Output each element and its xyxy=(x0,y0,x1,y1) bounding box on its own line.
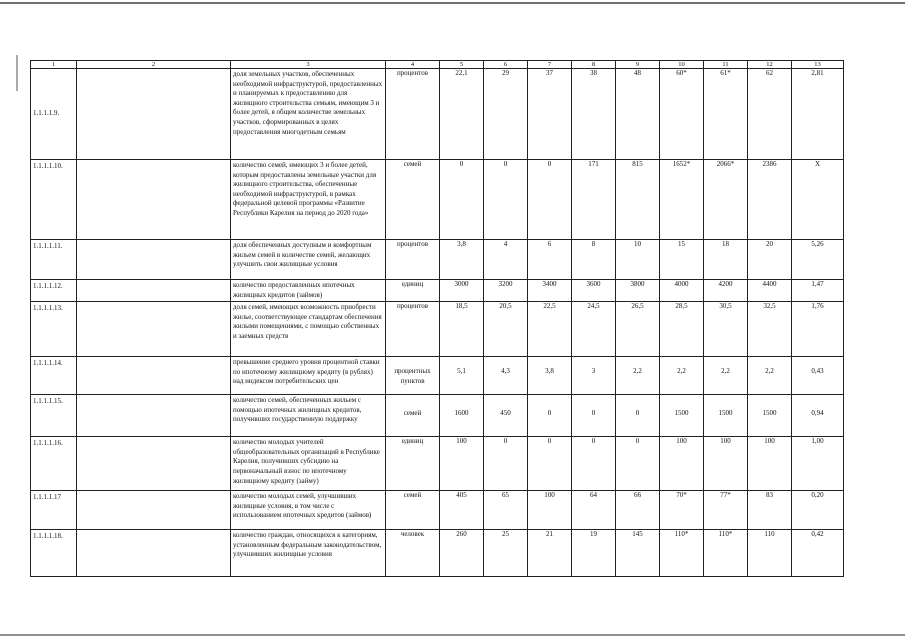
value-cell: 77* xyxy=(704,491,748,530)
value-cell: 2066* xyxy=(704,160,748,240)
value-cell: 21 xyxy=(528,530,572,577)
value-cell: 100 xyxy=(704,437,748,491)
row-code: 1.1.1.1.14. xyxy=(31,357,77,395)
row-code: 1.1.1.1.10. xyxy=(31,160,77,240)
table-row xyxy=(31,69,844,160)
unit-cell: семей xyxy=(386,491,440,530)
value-cell: 0 xyxy=(484,437,528,491)
column-number: 7 xyxy=(528,61,572,69)
indicator-text: доля обеспеченных доступным и комфортным жильем семей в количестве семей, желающих улучшить свои жилищные условия xyxy=(231,240,386,280)
empty-cell xyxy=(77,357,231,395)
column-number: 5 xyxy=(440,61,484,69)
column-number: 2 xyxy=(77,61,231,69)
value-cell: 0 xyxy=(616,437,660,491)
unit-cell: процентных пунктов xyxy=(386,357,440,395)
value-cell: 18 xyxy=(704,240,748,280)
value-cell: 66 xyxy=(616,491,660,530)
unit-cell: семей xyxy=(386,160,440,240)
value-cell: 20 xyxy=(748,240,792,280)
table-row xyxy=(31,357,844,395)
value-cell: 110 xyxy=(748,530,792,577)
value-cell: 29 xyxy=(484,69,528,160)
indicator-text: количество граждан, относящихся к категориям, установленным федеральным законодательством, улучшивших жилищные условия xyxy=(231,530,386,577)
value-cell: 38 xyxy=(572,69,616,160)
table-row xyxy=(31,240,844,280)
table-row xyxy=(31,160,844,240)
value-cell: 2386 xyxy=(748,160,792,240)
empty-cell xyxy=(77,302,231,357)
value-cell: 2,2 xyxy=(704,357,748,395)
column-number: 6 xyxy=(484,61,528,69)
value-cell: 4 xyxy=(484,240,528,280)
indicator-text: количество молодых семей, улучшивших жилищные условия, в том числе с использованием ипотечных кредитов (займов) xyxy=(231,491,386,530)
value-cell: 61* xyxy=(704,69,748,160)
value-cell: 0 xyxy=(440,160,484,240)
empty-cell xyxy=(77,69,231,160)
value-cell: 3600 xyxy=(572,280,616,302)
column-number: 4 xyxy=(386,61,440,69)
value-cell: 0,43 xyxy=(792,357,844,395)
value-cell: 83 xyxy=(748,491,792,530)
column-number: 9 xyxy=(616,61,660,69)
unit-cell: семей xyxy=(386,395,440,437)
row-code: 1.1.1.1.15. xyxy=(31,395,77,437)
value-cell: 4000 xyxy=(660,280,704,302)
value-cell: 3800 xyxy=(616,280,660,302)
column-number-row xyxy=(31,61,844,69)
column-number: 12 xyxy=(748,61,792,69)
unit-cell: человек xyxy=(386,530,440,577)
value-cell: 110* xyxy=(660,530,704,577)
value-cell: 0,42 xyxy=(792,530,844,577)
column-number: 13 xyxy=(792,61,844,69)
value-cell: 0 xyxy=(484,160,528,240)
empty-cell xyxy=(77,437,231,491)
unit-cell: единиц xyxy=(386,280,440,302)
value-cell: 171 xyxy=(572,160,616,240)
value-cell: 70* xyxy=(660,491,704,530)
value-cell: 10 xyxy=(616,240,660,280)
value-cell: 5,26 xyxy=(792,240,844,280)
value-cell: 1,47 xyxy=(792,280,844,302)
table-row xyxy=(31,280,844,302)
indicator-text: превышение среднего уровня процентной ставки по ипотечному жилищному кредиту (в рублях) над индексом потребительских цен xyxy=(231,357,386,395)
value-cell: 260 xyxy=(440,530,484,577)
value-cell: 4200 xyxy=(704,280,748,302)
value-cell: 0,20 xyxy=(792,491,844,530)
value-cell: 0 xyxy=(616,395,660,437)
empty-cell xyxy=(77,240,231,280)
value-cell: 30,5 xyxy=(704,302,748,357)
value-cell: 2,81 xyxy=(792,69,844,160)
indicators-table xyxy=(30,60,844,577)
empty-cell xyxy=(77,395,231,437)
value-cell: 0 xyxy=(528,437,572,491)
unit-cell: единиц xyxy=(386,437,440,491)
empty-cell xyxy=(77,491,231,530)
row-code: 1.1.1.1.17 xyxy=(31,491,77,530)
value-cell: 145 xyxy=(616,530,660,577)
value-cell: 1600 xyxy=(440,395,484,437)
row-code: 1.1.1.1.12. xyxy=(31,280,77,302)
indicator-text: доля земельных участков, обеспеченных необходимой инфраструктурой, предоставленных и планируемых к предоставлению для жилищного строительства семьям, имеющим 3 и более детей, в общем количестве земельных участков, сформированных в целях предоставления многодетным семьям xyxy=(231,69,386,160)
value-cell: 0 xyxy=(528,160,572,240)
indicator-text: доля семей, имеющих возможность приобрести жилье, соответствующее стандартам обеспечения жилыми помещениями, с помощью собственных и заемных средств xyxy=(231,302,386,357)
row-code: 1.1.1.1.9. xyxy=(31,69,77,160)
row-code: 1.1.1.1.16. xyxy=(31,437,77,491)
unit-cell: процентов xyxy=(386,240,440,280)
value-cell: 0 xyxy=(572,437,616,491)
value-cell: 19 xyxy=(572,530,616,577)
value-cell: 0 xyxy=(572,395,616,437)
value-cell: 26,5 xyxy=(616,302,660,357)
value-cell: 65 xyxy=(484,491,528,530)
table-row xyxy=(31,395,844,437)
unit-cell: процентов xyxy=(386,302,440,357)
value-cell: 62 xyxy=(748,69,792,160)
empty-cell xyxy=(77,530,231,577)
value-cell: 1500 xyxy=(748,395,792,437)
value-cell: 3000 xyxy=(440,280,484,302)
indicator-text: количество семей, обеспеченных жильем с помощью ипотечных жилищных кредитов, получивших государственную поддержку xyxy=(231,395,386,437)
value-cell: 4,3 xyxy=(484,357,528,395)
page-edge-bottom xyxy=(0,634,905,636)
value-cell: 15 xyxy=(660,240,704,280)
row-code: 1.1.1.1.11. xyxy=(31,240,77,280)
value-cell: 0 xyxy=(528,395,572,437)
value-cell: 6 xyxy=(528,240,572,280)
value-cell: 0,94 xyxy=(792,395,844,437)
value-cell: 1652* xyxy=(660,160,704,240)
scan-mark xyxy=(16,55,18,91)
column-number: 10 xyxy=(660,61,704,69)
value-cell: 22,1 xyxy=(440,69,484,160)
empty-cell xyxy=(77,160,231,240)
value-cell: 2,2 xyxy=(660,357,704,395)
table-row xyxy=(31,302,844,357)
value-cell: 3 xyxy=(572,357,616,395)
value-cell: 100 xyxy=(660,437,704,491)
value-cell: 20,5 xyxy=(484,302,528,357)
column-number: 11 xyxy=(704,61,748,69)
column-number: 8 xyxy=(572,61,616,69)
value-cell: 8 xyxy=(572,240,616,280)
value-cell: X xyxy=(792,160,844,240)
value-cell: 25 xyxy=(484,530,528,577)
page-edge-top xyxy=(0,2,905,4)
indicator-text: количество предоставленных ипотечных жилищных кредитов (займов) xyxy=(231,280,386,302)
value-cell: 22,5 xyxy=(528,302,572,357)
value-cell: 405 xyxy=(440,491,484,530)
value-cell: 18,5 xyxy=(440,302,484,357)
value-cell: 3,8 xyxy=(528,357,572,395)
column-number: 3 xyxy=(231,61,386,69)
value-cell: 48 xyxy=(616,69,660,160)
table-row xyxy=(31,491,844,530)
value-cell: 5,1 xyxy=(440,357,484,395)
value-cell: 4400 xyxy=(748,280,792,302)
value-cell: 815 xyxy=(616,160,660,240)
value-cell: 100 xyxy=(748,437,792,491)
value-cell: 1500 xyxy=(660,395,704,437)
value-cell: 64 xyxy=(572,491,616,530)
value-cell: 110* xyxy=(704,530,748,577)
value-cell: 100 xyxy=(440,437,484,491)
value-cell: 1500 xyxy=(704,395,748,437)
value-cell: 3400 xyxy=(528,280,572,302)
column-number: 1 xyxy=(31,61,77,69)
table-row xyxy=(31,530,844,577)
row-code: 1.1.1.1.18. xyxy=(31,530,77,577)
indicator-text: количество молодых учителей общеобразовательных организаций в Республике Карелия, получивших субсидию на первоначальный взнос по ипотечному жилищному кредиту (займу) xyxy=(231,437,386,491)
value-cell: 100 xyxy=(528,491,572,530)
value-cell: 1,76 xyxy=(792,302,844,357)
value-cell: 450 xyxy=(484,395,528,437)
value-cell: 24,5 xyxy=(572,302,616,357)
value-cell: 2,2 xyxy=(616,357,660,395)
value-cell: 37 xyxy=(528,69,572,160)
value-cell: 28,5 xyxy=(660,302,704,357)
value-cell: 1,00 xyxy=(792,437,844,491)
value-cell: 3,8 xyxy=(440,240,484,280)
row-code: 1.1.1.1.13. xyxy=(31,302,77,357)
value-cell: 60* xyxy=(660,69,704,160)
value-cell: 32,5 xyxy=(748,302,792,357)
indicator-text: количество семей, имеющих 3 и более детей, которым предоставлены земельные участки для жилищного строительства, обеспеченные необходимой инфраструктурой, в рамках федеральной целевой программы «Развитие Республики Карелия на период до 2020 года» xyxy=(231,160,386,240)
value-cell: 3200 xyxy=(484,280,528,302)
empty-cell xyxy=(77,280,231,302)
value-cell: 2,2 xyxy=(748,357,792,395)
unit-cell: процентов xyxy=(386,69,440,160)
table-row xyxy=(31,437,844,491)
